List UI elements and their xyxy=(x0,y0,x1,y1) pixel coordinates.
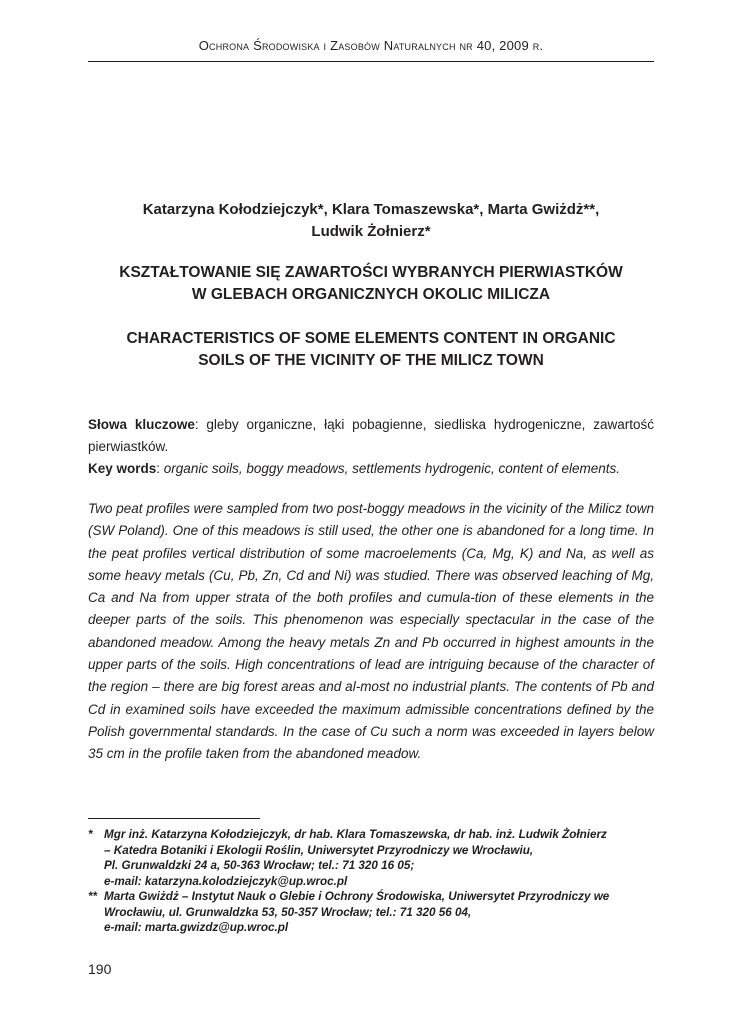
footnote-1-line-2: – Katedra Botaniki i Ekologii Roślin, Uniwersytet Przyrodniczy we Wrocławiu, xyxy=(104,843,534,857)
keywords-english: Key words: organic soils, boggy meadows, settlements hydrogenic, content of elements. xyxy=(88,461,621,476)
journal-name: Ochrona Środowiska i Zasobów Naturalnych xyxy=(198,38,456,53)
footnote-1 xyxy=(88,827,654,889)
page-number: 190 xyxy=(88,961,112,977)
title-polish-line-1: KSZTAŁTOWANIE SIĘ ZAWARTOŚCI WYBRANYCH PIERWIASTKÓW xyxy=(119,264,623,281)
footnote-2 xyxy=(88,889,654,936)
authors-line-2: Ludwik Żołnierz* xyxy=(311,223,431,240)
keywords-english-label: Key words xyxy=(88,461,157,476)
footnote-2-line-2: Wrocławiu, ul. Grunwaldzka 53, 50-357 Wrocław; tel.: 71 320 56 04, xyxy=(104,905,472,919)
issue-suffix: r. xyxy=(532,38,544,53)
keywords-polish-text: : gleby organiczne, łąki pobagienne, siedliska hydrogeniczne, zawartość pierwiastków. xyxy=(88,417,654,454)
authors xyxy=(88,199,654,243)
title-english-line-2: SOILS OF THE VICINITY OF THE MILICZ TOWN xyxy=(198,352,544,369)
keywords-polish-label: Słowa kluczowe xyxy=(88,417,195,432)
footnote-1-mark: * xyxy=(88,828,93,841)
title-polish xyxy=(88,262,654,306)
keywords-polish xyxy=(88,414,654,458)
keywords-english-text: organic soils, boggy meadows, settlements hydrogenic, content of elements. xyxy=(163,461,621,476)
issue-prefix: nr xyxy=(459,38,473,53)
header-rule xyxy=(88,61,654,62)
issue-number: 40, 2009 xyxy=(476,38,529,53)
keywords-section xyxy=(88,414,654,480)
title-english-line-1: CHARACTERISTICS OF SOME ELEMENTS CONTENT IN ORGANIC xyxy=(126,330,616,347)
title-polish-line-2: W GLEBACH ORGANICZNYCH OKOLIC MILICZA xyxy=(191,286,551,303)
footnotes xyxy=(88,827,654,936)
footnote-rule xyxy=(88,818,260,819)
footnote-2-mark: ** xyxy=(88,890,98,903)
footnote-2-line-1: Marta Gwiżdż – Instytut Nauk o Glebie i Ochrony Środowiska, Uniwersytet Przyrodniczy we xyxy=(104,890,610,903)
title-english xyxy=(88,328,654,372)
authors-line-1: Katarzyna Kołodziejczyk*, Klara Tomaszewska*, Marta Gwiżdż**, xyxy=(142,201,600,218)
footnote-1-line-1: Mgr inż. Katarzyna Kołodziejczyk, dr hab. Klara Tomaszewska, dr hab. inż. Ludwik Żołnierz xyxy=(104,828,607,841)
footnote-1-line-4: e-mail: katarzyna.kolodziejczyk@up.wroc.pl xyxy=(104,874,348,888)
footnote-1-line-3: Pl. Grunwaldzki 24 a, 50-363 Wrocław; tel.: 71 320 16 05; xyxy=(104,859,415,872)
abstract-text: Two peat profiles were sampled from two post-boggy meadows in the vicinity of the Milicz town (SW Poland). One of this meadows is still used, the other one is abandoned for a long time. In the peat profiles vertical distribution of some macroelements (Ca, Mg, K) and Na, as well as some heavy metals (Cu, Pb, Zn, Cd and Ni) was studied. There was observed leaching of Mg, Ca and Na from upper strata of the both profiles and cumula-tion of these elements in the deeper parts of the soils. This phenomenon was especially spectacular in the case of the abandoned meadow. Among the heavy metals Zn and Pb occurred in highest amounts in the upper parts of the soils. High concentrations of lead are intriguing because of the character of the region – there are big forest areas and al-most no industrial plants. The contents of Pb and Cd in examined soils have exceeded the maximum admissible concentrations defined by the Polish governmental standards. In the case of Cu such a norm was exceeded in layers below 35 cm in the profile taken from the abandoned meadow. xyxy=(88,501,654,762)
footnote-2-line-3: e-mail: marta.gwizdz@up.wroc.pl xyxy=(104,921,289,934)
running-header xyxy=(88,38,654,53)
abstract xyxy=(88,498,654,766)
